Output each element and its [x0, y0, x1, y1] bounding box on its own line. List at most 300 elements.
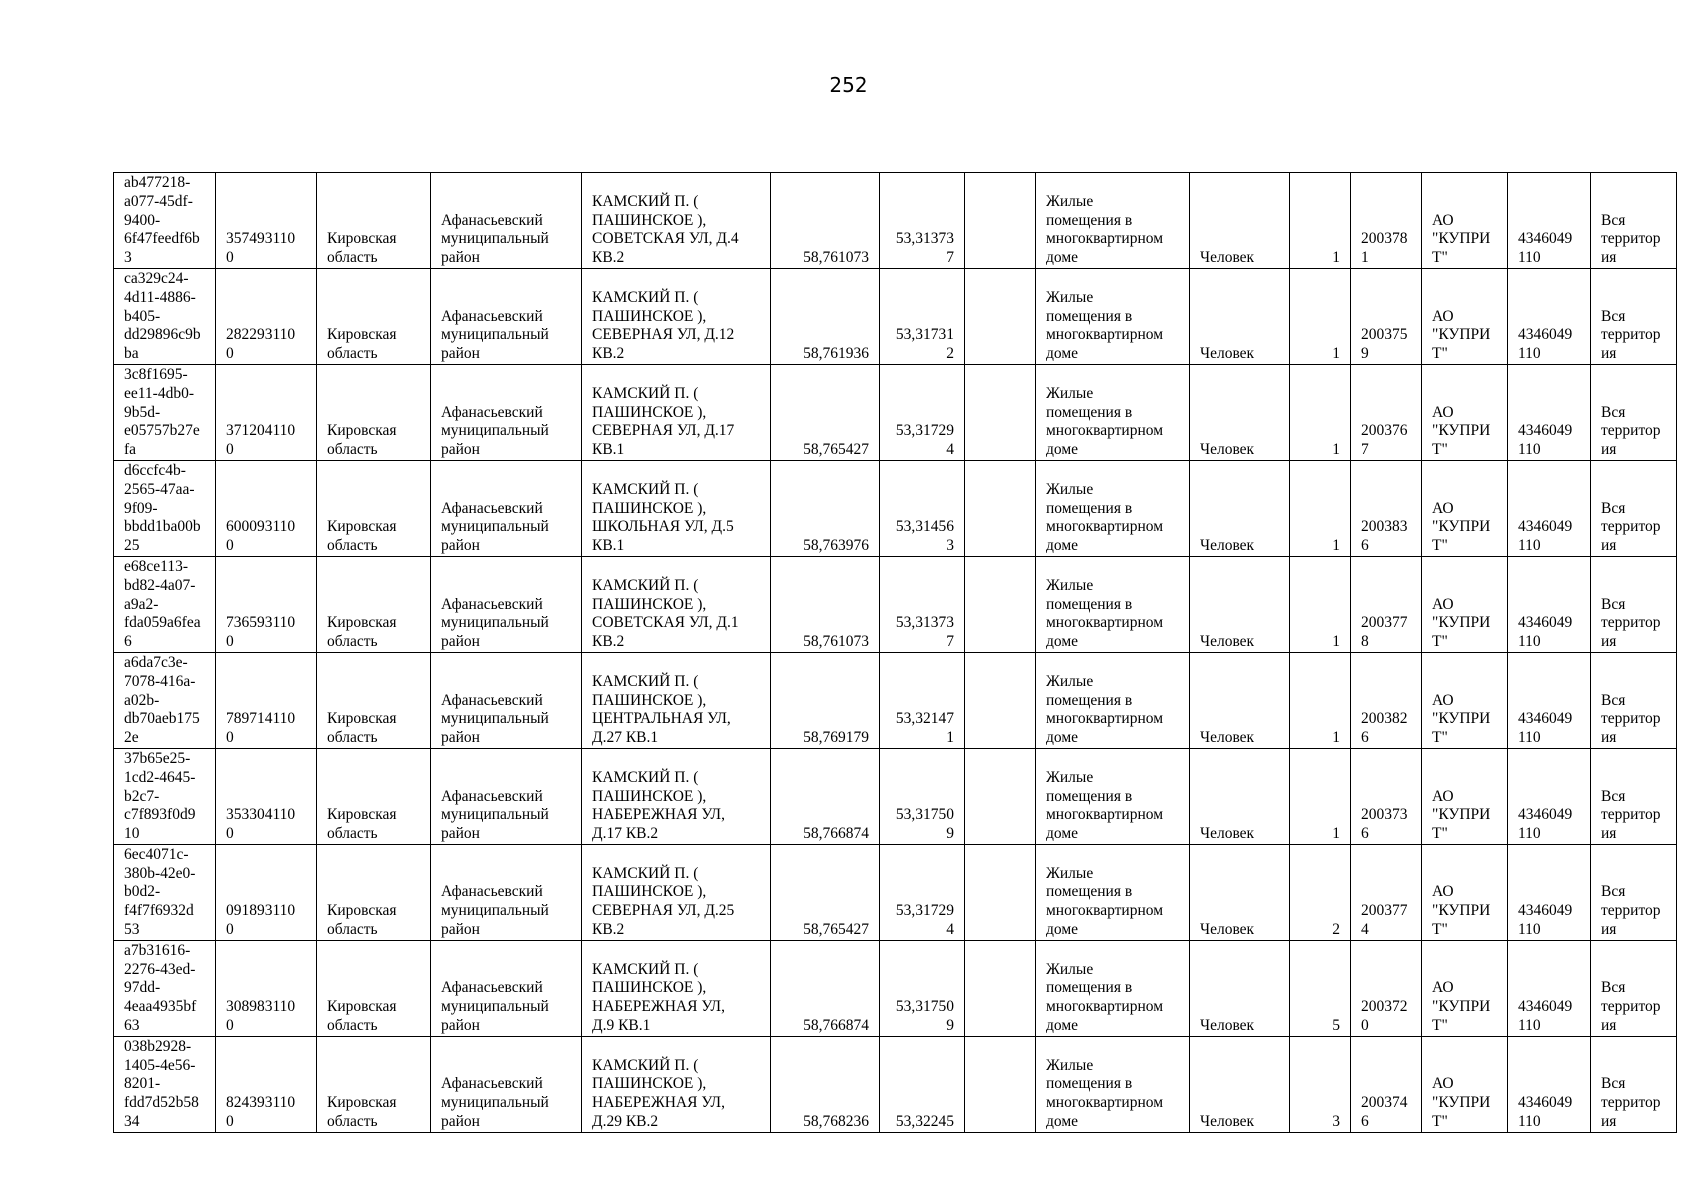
- table-row: [114, 460, 1677, 556]
- cell-address-text: КАМСКИЙ П. ( ПАШИНСКОЕ ), СЕВЕРНАЯ УЛ, Д.25 КВ.2: [592, 864, 735, 939]
- cell-longitude-text: 53,31456 3: [895, 518, 954, 555]
- cell-longitude-text: 53,31750 9: [895, 998, 954, 1035]
- cell-latitude-text: 58,766874: [803, 1017, 869, 1035]
- cell-number-text: 200374 6: [1361, 1094, 1408, 1131]
- cell-number: [1351, 1036, 1422, 1132]
- cell-premises-type: [1036, 268, 1190, 364]
- cell-code: [216, 940, 317, 1036]
- cell-premises-type-text: Жилые помещения в многоквартирном доме: [1046, 384, 1164, 459]
- cell-address: [582, 940, 771, 1036]
- cell-inn-text: 4346049 110: [1518, 710, 1573, 747]
- cell-organization: [1422, 364, 1508, 460]
- cell-district-text: Афанасьевский муниципальный район: [441, 499, 549, 555]
- cell-id: [114, 940, 216, 1036]
- cell-latitude: [771, 268, 880, 364]
- cell-longitude: [880, 364, 965, 460]
- cell-unit: [1190, 460, 1290, 556]
- cell-latitude-text: 58,761936: [803, 345, 869, 363]
- cell-district: [431, 1036, 582, 1132]
- cell-code-text: 091893110 0: [226, 902, 296, 939]
- cell-longitude-text: 53,32147 1: [895, 710, 954, 747]
- cell-longitude: [880, 1036, 965, 1132]
- cell-address: [582, 173, 771, 269]
- cell-region-text: Кировская область: [327, 902, 397, 939]
- cell-inn-text: 4346049 110: [1518, 806, 1573, 843]
- cell-longitude: [880, 748, 965, 844]
- cell-id: [114, 748, 216, 844]
- cell-premises-type-text: Жилые помещения в многоквартирном доме: [1046, 480, 1164, 555]
- cell-id: [114, 652, 216, 748]
- cell-organization: [1422, 460, 1508, 556]
- cell-district: [431, 173, 582, 269]
- cell-organization-text: АО "КУПРИ Т": [1432, 1075, 1491, 1131]
- cell-territory-text: Вся территор ия: [1601, 691, 1661, 747]
- cell-empty: [965, 173, 1036, 269]
- cell-latitude-text: 58,763976: [803, 537, 869, 555]
- cell-number: [1351, 268, 1422, 364]
- cell-region: [317, 173, 431, 269]
- cell-quantity-text: 2: [1332, 921, 1340, 939]
- cell-longitude: [880, 173, 965, 269]
- cell-number: [1351, 748, 1422, 844]
- cell-district: [431, 460, 582, 556]
- cell-number: [1351, 940, 1422, 1036]
- cell-empty: [965, 364, 1036, 460]
- cell-territory: [1591, 1036, 1677, 1132]
- cell-id-text: 37b65e25- 1cd2-4645- b2c7- c7f893f0d9 10: [124, 749, 196, 843]
- cell-code: [216, 1036, 317, 1132]
- cell-inn: [1508, 652, 1591, 748]
- cell-longitude-text: 53,31729 4: [895, 422, 954, 459]
- cell-district-text: Афанасьевский муниципальный район: [441, 211, 549, 267]
- cell-code: [216, 748, 317, 844]
- cell-unit-text: Человек: [1200, 633, 1255, 651]
- cell-address: [582, 1036, 771, 1132]
- cell-quantity: [1290, 173, 1351, 269]
- page-number: 252: [829, 73, 868, 97]
- cell-region-text: Кировская область: [327, 614, 397, 651]
- cell-organization-text: АО "КУПРИ Т": [1432, 211, 1491, 267]
- cell-latitude-text: 58,768236: [803, 1113, 869, 1131]
- cell-premises-type-text: Жилые помещения в многоквартирном доме: [1046, 672, 1164, 747]
- cell-unit: [1190, 268, 1290, 364]
- cell-number: [1351, 844, 1422, 940]
- cell-address-text: КАМСКИЙ П. ( ПАШИНСКОЕ ), СЕВЕРНАЯ УЛ, Д.17 КВ.1: [592, 384, 735, 459]
- cell-organization-text: АО "КУПРИ Т": [1432, 499, 1491, 555]
- cell-region-text: Кировская область: [327, 518, 397, 555]
- cell-code-text: 600093110 0: [226, 518, 296, 555]
- cell-unit: [1190, 652, 1290, 748]
- cell-longitude-text: 53,32245: [895, 1113, 954, 1131]
- cell-inn: [1508, 364, 1591, 460]
- cell-region: [317, 1036, 431, 1132]
- cell-district: [431, 652, 582, 748]
- cell-number: [1351, 173, 1422, 269]
- cell-code: [216, 364, 317, 460]
- cell-premises-type: [1036, 748, 1190, 844]
- table-row: [114, 268, 1677, 364]
- cell-premises-type: [1036, 460, 1190, 556]
- cell-region: [317, 460, 431, 556]
- cell-id-text: e68ce113- bd82-4a07- a9a2- fda059a6fea 6: [124, 557, 201, 651]
- cell-quantity: [1290, 844, 1351, 940]
- cell-code-text: 357493110 0: [226, 230, 296, 267]
- cell-district: [431, 844, 582, 940]
- cell-district: [431, 364, 582, 460]
- cell-code: [216, 460, 317, 556]
- cell-inn: [1508, 268, 1591, 364]
- cell-inn-text: 4346049 110: [1518, 422, 1573, 459]
- cell-code-text: 824393110 0: [226, 1094, 296, 1131]
- cell-latitude: [771, 173, 880, 269]
- cell-organization: [1422, 940, 1508, 1036]
- cell-unit-text: Человек: [1200, 345, 1255, 363]
- cell-district-text: Афанасьевский муниципальный район: [441, 979, 549, 1035]
- cell-address-text: КАМСКИЙ П. ( ПАШИНСКОЕ ), СОВЕТСКАЯ УЛ, Д.1 КВ.2: [592, 576, 739, 651]
- cell-unit-text: Человек: [1200, 921, 1255, 939]
- cell-district-text: Афанасьевский муниципальный район: [441, 595, 549, 651]
- cell-address-text: КАМСКИЙ П. ( ПАШИНСКОЕ ), СОВЕТСКАЯ УЛ, Д.4 КВ.2: [592, 192, 739, 267]
- cell-address-text: КАМСКИЙ П. ( ПАШИНСКОЕ ), СЕВЕРНАЯ УЛ, Д.12 КВ.2: [592, 288, 735, 363]
- cell-district-text: Афанасьевский муниципальный район: [441, 883, 549, 939]
- cell-district: [431, 748, 582, 844]
- cell-unit: [1190, 844, 1290, 940]
- cell-inn-text: 4346049 110: [1518, 998, 1573, 1035]
- cell-latitude: [771, 940, 880, 1036]
- cell-inn-text: 4346049 110: [1518, 518, 1573, 555]
- cell-id-text: a6da7c3e- 7078-416a- a02b- db70aeb175 2e: [124, 653, 200, 747]
- cell-number: [1351, 652, 1422, 748]
- cell-premises-type: [1036, 173, 1190, 269]
- cell-inn: [1508, 844, 1591, 940]
- cell-inn-text: 4346049 110: [1518, 614, 1573, 651]
- cell-unit-text: Человек: [1200, 1113, 1255, 1131]
- cell-code: [216, 652, 317, 748]
- cell-premises-type-text: Жилые помещения в многоквартирном доме: [1046, 192, 1164, 267]
- cell-code-text: 308983110 0: [226, 998, 296, 1035]
- cell-premises-type-text: Жилые помещения в многоквартирном доме: [1046, 288, 1164, 363]
- cell-region: [317, 556, 431, 652]
- cell-address: [582, 460, 771, 556]
- table-row: [114, 940, 1677, 1036]
- cell-address-text: КАМСКИЙ П. ( ПАШИНСКОЕ ), НАБЕРЕЖНАЯ УЛ, Д.29 КВ.2: [592, 1056, 725, 1131]
- cell-territory: [1591, 173, 1677, 269]
- cell-unit: [1190, 1036, 1290, 1132]
- cell-organization-text: АО "КУПРИ Т": [1432, 787, 1491, 843]
- cell-longitude-text: 53,31729 4: [895, 902, 954, 939]
- cell-code: [216, 173, 317, 269]
- cell-organization: [1422, 173, 1508, 269]
- cell-premises-type: [1036, 652, 1190, 748]
- cell-address-text: КАМСКИЙ П. ( ПАШИНСКОЕ ), ЦЕНТРАЛЬНАЯ УЛ, Д.27 КВ.1: [592, 672, 731, 747]
- cell-unit-text: Человек: [1200, 729, 1255, 747]
- cell-number-text: 200372 0: [1361, 998, 1408, 1035]
- cell-territory: [1591, 940, 1677, 1036]
- cell-latitude-text: 58,765427: [803, 441, 869, 459]
- table-row: [114, 364, 1677, 460]
- cell-address: [582, 844, 771, 940]
- cell-territory-text: Вся территор ия: [1601, 499, 1661, 555]
- cell-premises-type: [1036, 364, 1190, 460]
- cell-premises-type-text: Жилые помещения в многоквартирном доме: [1046, 864, 1164, 939]
- cell-quantity: [1290, 460, 1351, 556]
- table-row: [114, 556, 1677, 652]
- cell-id: [114, 364, 216, 460]
- cell-organization: [1422, 748, 1508, 844]
- cell-district-text: Афанасьевский муниципальный район: [441, 307, 549, 363]
- cell-code: [216, 556, 317, 652]
- cell-district: [431, 556, 582, 652]
- cell-inn-text: 4346049 110: [1518, 902, 1573, 939]
- cell-address-text: КАМСКИЙ П. ( ПАШИНСКОЕ ), НАБЕРЕЖНАЯ УЛ, Д.9 КВ.1: [592, 960, 725, 1035]
- cell-empty: [965, 940, 1036, 1036]
- cell-latitude-text: 58,761073: [803, 633, 869, 651]
- cell-district-text: Афанасьевский муниципальный район: [441, 403, 549, 459]
- cell-quantity-text: 5: [1332, 1017, 1340, 1035]
- cell-number-text: 200373 6: [1361, 806, 1408, 843]
- table-row: [114, 844, 1677, 940]
- cell-quantity: [1290, 940, 1351, 1036]
- cell-address: [582, 268, 771, 364]
- cell-latitude: [771, 556, 880, 652]
- cell-organization-text: АО "КУПРИ Т": [1432, 403, 1491, 459]
- cell-district: [431, 268, 582, 364]
- cell-longitude-text: 53,31750 9: [895, 806, 954, 843]
- cell-latitude: [771, 652, 880, 748]
- cell-id-text: 6ec4071c- 380b-42e0- b0d2- f4f7f6932d 53: [124, 845, 196, 939]
- cell-organization-text: АО "КУПРИ Т": [1432, 883, 1491, 939]
- cell-unit: [1190, 940, 1290, 1036]
- cell-unit-text: Человек: [1200, 249, 1255, 267]
- cell-region: [317, 364, 431, 460]
- cell-empty: [965, 268, 1036, 364]
- cell-latitude-text: 58,765427: [803, 921, 869, 939]
- cell-latitude-text: 58,769179: [803, 729, 869, 747]
- cell-inn: [1508, 460, 1591, 556]
- cell-premises-type-text: Жилые помещения в многоквартирном доме: [1046, 1056, 1164, 1131]
- cell-quantity-text: 1: [1332, 441, 1340, 459]
- cell-id-text: a7b31616- 2276-43ed- 97dd- 4eaa4935bf 63: [124, 941, 197, 1035]
- cell-organization: [1422, 844, 1508, 940]
- cell-quantity: [1290, 652, 1351, 748]
- cell-unit-text: Человек: [1200, 1017, 1255, 1035]
- cell-number-text: 200375 9: [1361, 326, 1408, 363]
- cell-number-text: 200376 7: [1361, 422, 1408, 459]
- cell-region: [317, 940, 431, 1036]
- cell-quantity-text: 1: [1332, 633, 1340, 651]
- cell-longitude: [880, 460, 965, 556]
- cell-territory: [1591, 364, 1677, 460]
- cell-longitude: [880, 268, 965, 364]
- cell-unit: [1190, 748, 1290, 844]
- cell-organization: [1422, 652, 1508, 748]
- cell-inn: [1508, 748, 1591, 844]
- cell-region: [317, 748, 431, 844]
- cell-territory-text: Вся территор ия: [1601, 403, 1661, 459]
- cell-inn-text: 4346049 110: [1518, 230, 1573, 267]
- cell-code-text: 371204110 0: [226, 422, 296, 459]
- cell-number-text: 200382 6: [1361, 710, 1408, 747]
- cell-latitude: [771, 1036, 880, 1132]
- cell-code-text: 282293110 0: [226, 326, 296, 363]
- cell-unit-text: Человек: [1200, 441, 1255, 459]
- cell-territory-text: Вся территор ия: [1601, 883, 1661, 939]
- cell-id: [114, 844, 216, 940]
- cell-address: [582, 556, 771, 652]
- cell-premises-type: [1036, 1036, 1190, 1132]
- cell-quantity-text: 1: [1332, 345, 1340, 363]
- cell-latitude: [771, 844, 880, 940]
- cell-longitude: [880, 940, 965, 1036]
- cell-empty: [965, 556, 1036, 652]
- cell-address-text: КАМСКИЙ П. ( ПАШИНСКОЕ ), НАБЕРЕЖНАЯ УЛ, Д.17 КВ.2: [592, 768, 725, 843]
- cell-code: [216, 844, 317, 940]
- cell-address: [582, 748, 771, 844]
- cell-address: [582, 364, 771, 460]
- cell-longitude: [880, 556, 965, 652]
- cell-region-text: Кировская область: [327, 230, 397, 267]
- cell-inn: [1508, 1036, 1591, 1132]
- cell-latitude-text: 58,766874: [803, 825, 869, 843]
- cell-territory: [1591, 844, 1677, 940]
- cell-region-text: Кировская область: [327, 710, 397, 747]
- cell-empty: [965, 460, 1036, 556]
- cell-territory-text: Вся территор ия: [1601, 307, 1661, 363]
- cell-quantity-text: 1: [1332, 729, 1340, 747]
- cell-id-text: ab477218- a077-45df- 9400- 6f47feedf6b 3: [124, 174, 200, 267]
- cell-organization: [1422, 1036, 1508, 1132]
- cell-latitude-text: 58,761073: [803, 249, 869, 267]
- cell-empty: [965, 748, 1036, 844]
- cell-id: [114, 268, 216, 364]
- cell-premises-type: [1036, 940, 1190, 1036]
- cell-organization-text: АО "КУПРИ Т": [1432, 691, 1491, 747]
- cell-id-text: ca329c24- 4d11-4886- b405- dd29896c9b ba: [124, 269, 201, 363]
- cell-id-text: 038b2928- 1405-4e56- 8201- fdd7d52b58 34: [124, 1037, 199, 1131]
- cell-number: [1351, 364, 1422, 460]
- cell-id: [114, 173, 216, 269]
- cell-quantity-text: 1: [1332, 537, 1340, 555]
- cell-number-text: 200377 8: [1361, 614, 1408, 651]
- cell-code-text: 353304110 0: [226, 806, 296, 843]
- cell-empty: [965, 652, 1036, 748]
- cell-district-text: Афанасьевский муниципальный район: [441, 691, 549, 747]
- cell-quantity-text: 3: [1332, 1113, 1340, 1131]
- cell-territory: [1591, 268, 1677, 364]
- cell-inn: [1508, 173, 1591, 269]
- cell-region-text: Кировская область: [327, 998, 397, 1035]
- cell-premises-type-text: Жилые помещения в многоквартирном доме: [1046, 576, 1164, 651]
- cell-unit: [1190, 364, 1290, 460]
- cell-region: [317, 268, 431, 364]
- cell-inn-text: 4346049 110: [1518, 326, 1573, 363]
- cell-address-text: КАМСКИЙ П. ( ПАШИНСКОЕ ), ШКОЛЬНАЯ УЛ, Д.5 КВ.1: [592, 480, 734, 555]
- cell-region-text: Кировская область: [327, 422, 397, 459]
- table-row: [114, 173, 1677, 269]
- cell-longitude: [880, 844, 965, 940]
- cell-code-text: 736593110 0: [226, 614, 296, 651]
- cell-quantity: [1290, 748, 1351, 844]
- cell-organization-text: АО "КУПРИ Т": [1432, 307, 1491, 363]
- cell-territory: [1591, 652, 1677, 748]
- data-table: [113, 172, 1677, 1133]
- cell-region-text: Кировская область: [327, 806, 397, 843]
- cell-quantity: [1290, 364, 1351, 460]
- cell-longitude-text: 53,31373 7: [895, 614, 954, 651]
- cell-code: [216, 268, 317, 364]
- cell-territory: [1591, 556, 1677, 652]
- cell-latitude: [771, 748, 880, 844]
- cell-region: [317, 652, 431, 748]
- cell-district-text: Афанасьевский муниципальный район: [441, 787, 549, 843]
- table-body: [114, 173, 1677, 1133]
- cell-number-text: 200378 1: [1361, 230, 1408, 267]
- cell-latitude: [771, 460, 880, 556]
- cell-quantity-text: 1: [1332, 825, 1340, 843]
- cell-inn: [1508, 940, 1591, 1036]
- cell-id: [114, 556, 216, 652]
- cell-longitude-text: 53,31731 2: [895, 326, 954, 363]
- cell-empty: [965, 844, 1036, 940]
- cell-territory-text: Вся территор ия: [1601, 787, 1661, 843]
- cell-territory: [1591, 460, 1677, 556]
- table-row: [114, 748, 1677, 844]
- cell-organization: [1422, 556, 1508, 652]
- cell-inn-text: 4346049 110: [1518, 1094, 1573, 1131]
- cell-quantity-text: 1: [1332, 249, 1340, 267]
- cell-unit: [1190, 556, 1290, 652]
- cell-district-text: Афанасьевский муниципальный район: [441, 1075, 549, 1131]
- cell-territory: [1591, 748, 1677, 844]
- cell-quantity: [1290, 556, 1351, 652]
- cell-territory-text: Вся территор ия: [1601, 211, 1661, 267]
- cell-inn: [1508, 556, 1591, 652]
- cell-premises-type-text: Жилые помещения в многоквартирном доме: [1046, 960, 1164, 1035]
- cell-number: [1351, 460, 1422, 556]
- cell-organization-text: АО "КУПРИ Т": [1432, 979, 1491, 1035]
- cell-quantity: [1290, 1036, 1351, 1132]
- cell-quantity: [1290, 268, 1351, 364]
- table-row: [114, 652, 1677, 748]
- cell-unit: [1190, 173, 1290, 269]
- cell-premises-type: [1036, 556, 1190, 652]
- cell-number-text: 200377 4: [1361, 902, 1408, 939]
- cell-id: [114, 1036, 216, 1132]
- cell-territory-text: Вся территор ия: [1601, 595, 1661, 651]
- cell-address: [582, 652, 771, 748]
- cell-region: [317, 844, 431, 940]
- cell-region-text: Кировская область: [327, 326, 397, 363]
- cell-organization-text: АО "КУПРИ Т": [1432, 595, 1491, 651]
- cell-premises-type-text: Жилые помещения в многоквартирном доме: [1046, 768, 1164, 843]
- cell-longitude-text: 53,31373 7: [895, 230, 954, 267]
- cell-code-text: 789714110 0: [226, 710, 296, 747]
- cell-territory-text: Вся территор ия: [1601, 979, 1661, 1035]
- cell-id-text: 3c8f1695- ee11-4db0- 9b5d- e05757b27e fa: [124, 365, 200, 459]
- cell-organization: [1422, 268, 1508, 364]
- cell-unit-text: Человек: [1200, 537, 1255, 555]
- cell-number-text: 200383 6: [1361, 518, 1408, 555]
- cell-premises-type: [1036, 844, 1190, 940]
- cell-region-text: Кировская область: [327, 1094, 397, 1131]
- cell-number: [1351, 556, 1422, 652]
- cell-territory-text: Вся территор ия: [1601, 1075, 1661, 1131]
- cell-id-text: d6ccfc4b- 2565-47aa- 9f09- bbdd1ba00b 25: [124, 461, 201, 555]
- table-row: [114, 1036, 1677, 1132]
- cell-district: [431, 940, 582, 1036]
- cell-unit-text: Человек: [1200, 825, 1255, 843]
- cell-latitude: [771, 364, 880, 460]
